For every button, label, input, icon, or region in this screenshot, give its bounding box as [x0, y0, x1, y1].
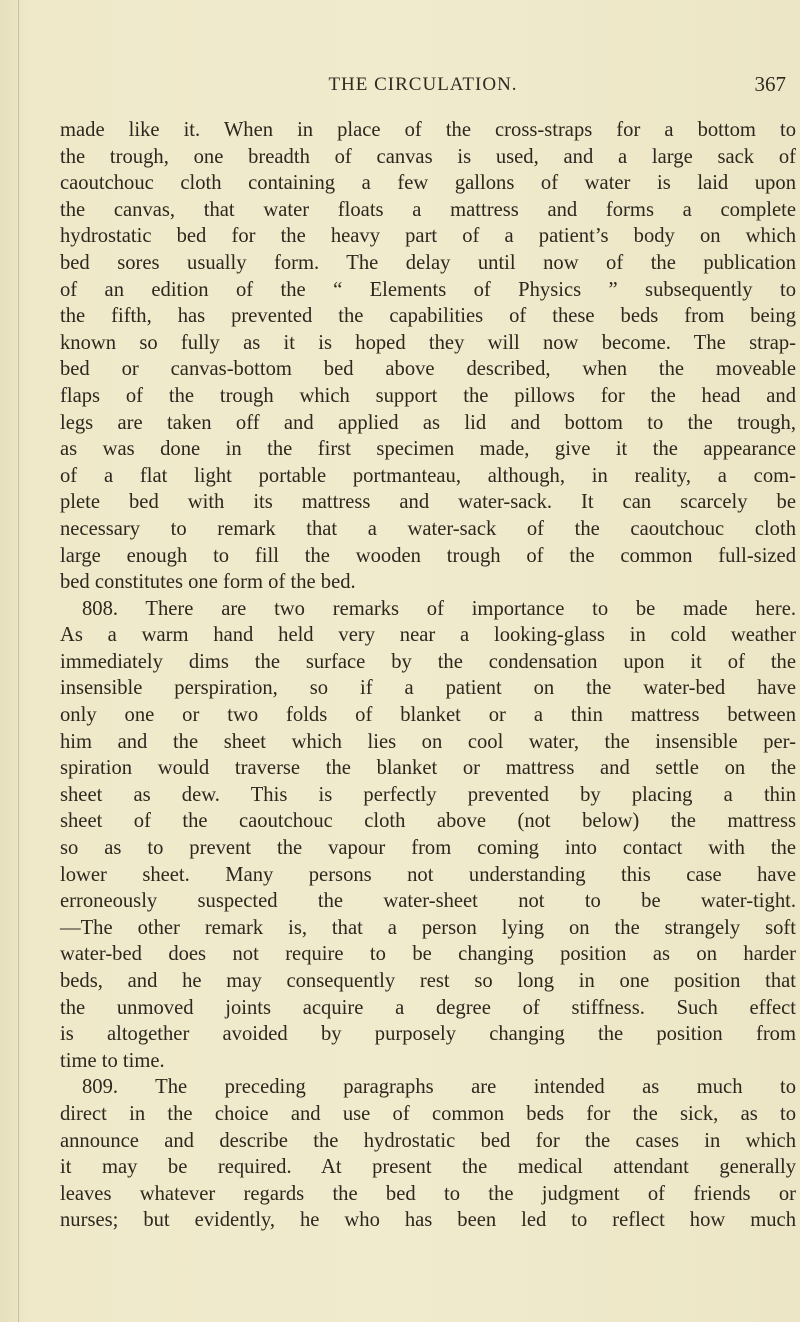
text-line: time to time. — [60, 1049, 165, 1072]
text-line: flaps of the trough which support the pillows for the head and — [60, 384, 796, 407]
text-line: of a flat light portable portmanteau, although, in reality, a com- — [60, 464, 796, 487]
text-line: so as to prevent the vapour from coming into contact with the — [60, 837, 796, 860]
page-header — [60, 62, 786, 98]
text-line: bed constitutes one form of the bed. — [60, 571, 356, 594]
text-line: —The other remark is, that a person lying on the strangely soft — [60, 916, 796, 939]
text-line: hydrostatic bed for the heavy part of a patient’s body on which — [60, 225, 796, 248]
text-line: the canvas, that water floats a mattress and forms a complete — [60, 198, 796, 221]
text-line: the fifth, has prevented the capabilities of these beds from being — [60, 305, 796, 328]
text-line: known so fully as it is hoped they will now become. The strap- — [60, 331, 796, 354]
text-line: 809. The preceding paragraphs are intended as much to — [82, 1076, 796, 1099]
text-line: erroneously suspected the water-sheet not to be water-tight. — [60, 890, 796, 913]
text-line: immediately dims the surface by the condensation upon it of the — [60, 650, 796, 673]
text-line: nurses; but evidently, he who has been led to reflect how much — [60, 1209, 796, 1232]
text-line: large enough to fill the wooden trough of the common full-sized — [60, 544, 796, 567]
body-text — [60, 117, 796, 1234]
text-line: legs are taken off and applied as lid and bottom to the trough, — [60, 411, 796, 434]
text-line: direct in the choice and use of common beds for the sick, as to — [60, 1102, 796, 1125]
text-line: the unmoved joints acquire a degree of stiffness. Such effect — [60, 996, 796, 1019]
text-line: beds, and he may consequently rest so long in one position that — [60, 970, 796, 992]
text-line: leaves whatever regards the bed to the judgment of friends or — [60, 1182, 796, 1205]
text-line: bed or canvas-bottom bed above described, when the moveable — [60, 358, 796, 381]
text-line: sheet as dew. This is perfectly prevented by placing a thin — [60, 783, 796, 806]
text-line: is altogether avoided by purposely changing the position from — [60, 1023, 796, 1046]
text-line: spiration would traverse the blanket or mattress and settle on the — [60, 757, 796, 780]
page-number: 367 — [754, 72, 786, 96]
text-line: made like it. When in place of the cross-straps for a bottom to — [60, 119, 796, 141]
text-line: caoutchouc cloth containing a few gallons of water is laid upon — [60, 172, 796, 195]
text-line: As a warm hand held very near a looking-glass in cold weather — [60, 624, 796, 647]
text-line: plete bed with its mattress and water-sack. It can scarcely be — [60, 491, 796, 514]
text-line: of an edition of the “ Elements of Physics ” subsequently to — [60, 278, 796, 301]
text-line: announce and describe the hydrostatic bed for the cases in which — [60, 1129, 796, 1152]
text-line: lower sheet. Many persons not understanding this case have — [60, 863, 796, 886]
text-line: only one or two folds of blanket or a thin mattress between — [60, 704, 796, 727]
text-line: as was done in the first specimen made, give it the appearance — [60, 438, 796, 461]
text-line: necessary to remark that a water-sack of the caoutchouc cloth — [60, 517, 796, 540]
text-line: the trough, one breadth of canvas is used, and a large sack of — [60, 145, 796, 168]
text-line: it may be required. At present the medical attendant generally — [60, 1156, 796, 1179]
text-line: sheet of the caoutchouc cloth above (not below) the mattress — [60, 810, 796, 833]
text-line: 808. There are two remarks of importance to be made here. — [82, 597, 796, 620]
text-line: him and the sheet which lies on cool water, the insensible per- — [60, 730, 796, 753]
text-line: bed sores usually form. The delay until now of the publication — [60, 251, 796, 274]
running-title: THE CIRCULATION. — [328, 74, 518, 95]
text-line: insensible perspiration, so if a patient on the water-bed have — [60, 677, 796, 700]
text-line: water-bed does not require to be changing position as on harder — [60, 943, 796, 966]
page-gutter-line — [18, 0, 19, 1322]
